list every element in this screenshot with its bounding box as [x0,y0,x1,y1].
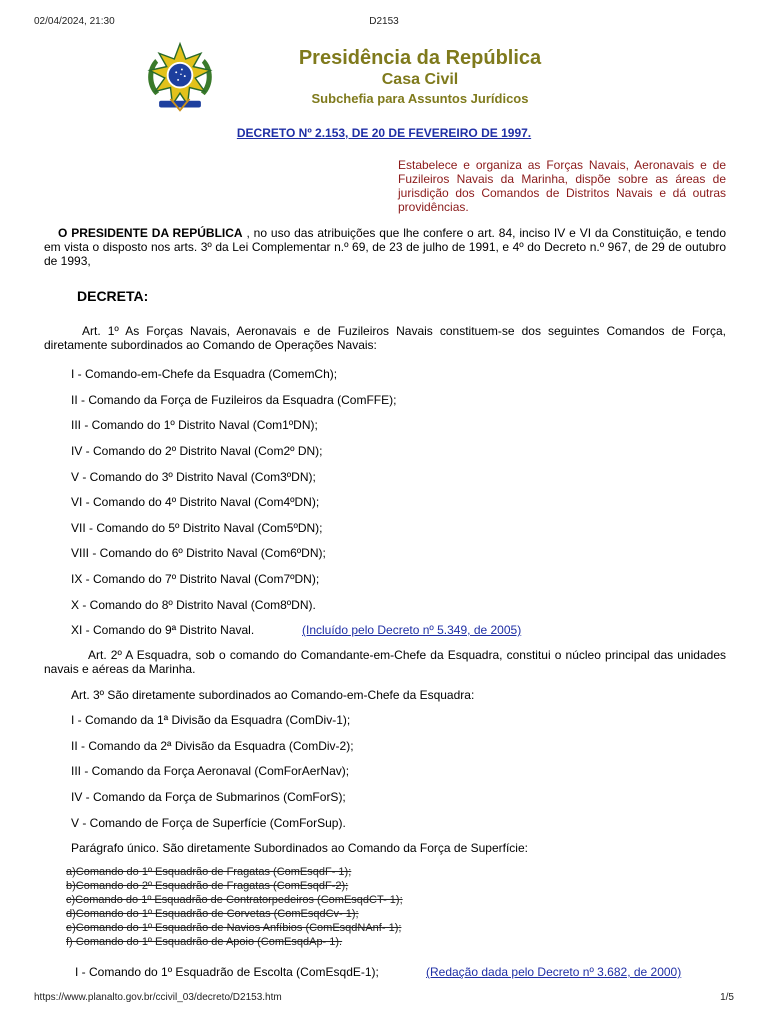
art3-item: IV - Comando da Força de Submarinos (ComForS); [71,790,346,804]
decreta-heading: DECRETA: [77,288,149,304]
masthead-presidency: Presidência da República [298,47,542,69]
masthead-subchefia: Subchefia para Assuntos Jurídicos [311,91,529,106]
decree-title-link[interactable]: DECRETO Nº 2.153, DE 20 DE FEVEREIRO DE 1997. [236,126,532,140]
print-url: https://www.planalto.gov.br/ccivil_03/decreto/D2153.htm [34,992,282,1003]
art3-item: II - Comando da 2ª Divisão da Esquadra (ComDiv-2); [71,739,354,753]
art3-item: III - Comando da Força Aeronaval (ComForAerNav); [71,764,350,778]
print-page-number: 1/5 [720,992,734,1003]
incluido-decreto-link[interactable]: (Incluído pelo Decreto nº 5.349, de 2005) [302,623,522,637]
print-header [34,16,734,30]
art3-item: V - Comando de Força de Superfície (ComForSup). [71,816,346,830]
art1-item: IX - Comando do 7º Distrito Naval (Com7ºDN); [71,572,320,586]
masthead [230,46,610,108]
art3-last-item: I - Comando do 1º Esquadrão de Escolta (ComEsqdE-1); [75,965,379,979]
art1-item: VI - Comando do 4º Distrito Naval (Com4ºDN); [71,495,320,509]
art3-paragrafo: Parágrafo único. São diretamente Subordinados ao Comando da Força de Superfície: [71,841,528,855]
art1-item: III - Comando do 1º Distrito Naval (Com1ºDN); [71,418,318,432]
revoked-item: f) Comando do 1º Esquadrão de Apoio (ComEsqdAp- 1). [66,936,343,948]
preamble [44,226,726,268]
ementa: Estabelece e organiza as Forças Navais, Aeronavais e de Fuzileiros Navais da Marinha, dispõe sobre as áreas de jurisdição dos Comandos de Distritos Navais e dá outras providências. [398,158,726,214]
art3-item: I - Comando da 1ª Divisão da Esquadra (ComDiv-1); [71,713,351,727]
art1-item: V - Comando do 3º Distrito Naval (Com3ºDN); [71,470,316,484]
revoked-item: d)Comando do 1º Esquadrão de Corvetas (ComEsqdCv- 1); [66,908,359,920]
art3-text: Art. 3º São diretamente subordinados ao Comando-em-Chefe da Esquadra: [71,688,475,702]
revoked-item: c)Comando do 1º Esquadrão de Contratorpedeiros (ComEsqdCT- 1); [66,894,403,906]
art1-item: II - Comando da Força de Fuzileiros da Esquadra (ComFFE); [71,393,397,407]
preamble-text: , no uso das atribuições que lhe confere o art. 84, inciso IV e VI da Constituição, e tendo em vista o disposto nos arts. 3º da Lei Complementar n.º 69, de 23 de julho de 1991, e 4º do Decreto n.º 967, de 29 de outubro de 1993, [44,226,726,268]
preamble-president: O PRESIDENTE DA REPÚBLICA [58,226,243,240]
art1-item-xi: XI - Comando do 9ª Distrito Naval. [71,623,255,637]
print-date: 02/04/2024, 21:30 [34,16,115,27]
art2-text: Art. 2º A Esquadra, sob o comando do Comandante-em-Chefe da Esquadra, constitui o núcleo principal das unidades navais e aéreas da Marinha. [44,648,726,676]
art1-item: X - Comando do 8º Distrito Naval (Com8ºDN). [71,598,316,612]
coat-of-arms-icon [142,40,218,116]
revoked-item: a)Comando do 1º Esquadrão de Fragatas (ComEsqdF- 1); [66,866,352,878]
art1-item: VII - Comando do 5º Distrito Naval (Com5ºDN); [71,521,323,535]
art1-item: I - Comando-em-Chefe da Esquadra (ComemCh); [71,367,338,381]
art1-item: IV - Comando do 2º Distrito Naval (Com2º DN); [71,444,323,458]
masthead-casa-civil: Casa Civil [381,71,459,88]
print-doc-id: D2153 [369,16,399,27]
print-footer [34,992,734,1006]
redacao-decreto-link[interactable]: (Redação dada pelo Decreto nº 3.682, de 2000) [426,965,682,979]
revoked-item: b)Comando do 2º Esquadrão de Fragatas (ComEsqdF-2); [66,880,349,892]
art1-text: Art. 1º As Forças Navais, Aeronavais e de Fuzileiros Navais constituem-se dos seguintes Comandos de Força, diretamente subordinados ao Comando de Operações Navais: [44,324,726,352]
revoked-item: e)Comando do 1º Esquadrão de Navios Anfíbios (ComEsqdNAnf- 1); [66,922,402,934]
art1-item: VIII - Comando do 6º Distrito Naval (Com6ºDN); [71,546,326,560]
